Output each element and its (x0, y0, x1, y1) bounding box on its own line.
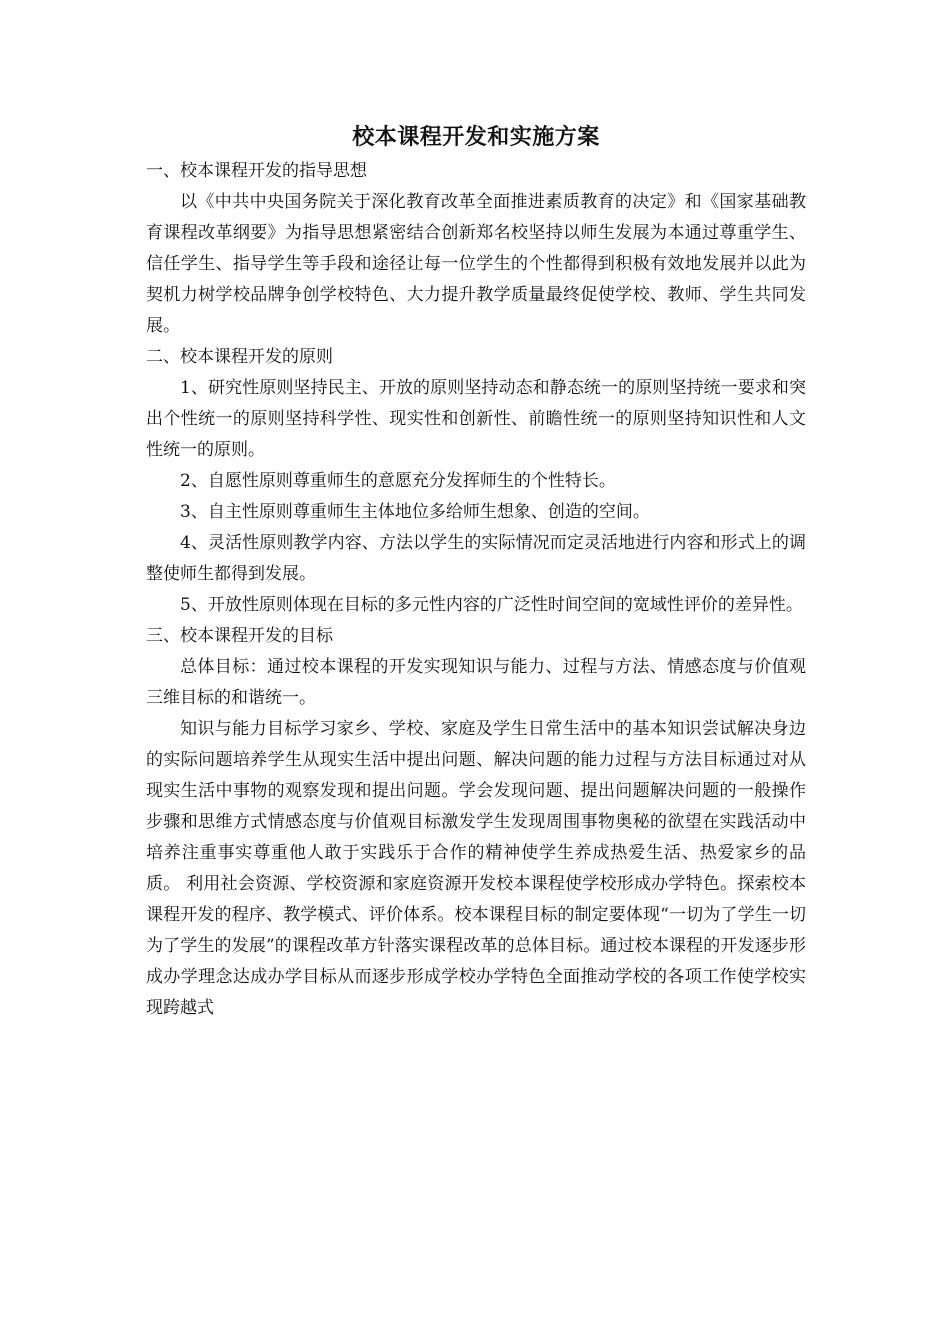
paragraph-detailed-objectives: 知识与能力目标学习家乡、学校、家庭及学生日常生活中的基本知识尝试解决身边的实际问题培养学生从现实生活中提出问题、解决问题的能力过程与方法目标通过对从现实生活中事物的观察发现和提出问题。学会发现问题、提出问题解决问题的一般操作步骤和思维方式情感态度与价值观目标激发学生发现周围事物奥秘的欲望在实践活动中培养注重事实尊重他人敢于实践乐于合作的精神使学生养成热爱生活、热爱家乡的品质。 利用社会资源、学校资源和家庭资源开发校本课程使学校形成办学特色。探索校本课程开发的程序、教学模式、评价体系。校本课程目标的制定要体现“一切为了学生一切为了学生的发展”的课程改革方针落实课程改革的总体目标。通过校本课程的开发逐步形成办学理念达成办学目标从而逐步形成学校办学特色全面推动学校的各项工作使学校实现跨越式 (146, 719, 806, 1018)
section-heading-principles: 二、校本课程开发的原则 (146, 347, 333, 367)
section-heading-objectives: 三、校本课程开发的目标 (146, 626, 333, 646)
paragraph-principle-flexibility: 4、灵活性原则教学内容、方法以学生的实际情况而定灵活地进行内容和形式上的调整使师生都得到发展。 (146, 533, 806, 584)
paragraph-guiding-ideology: 以《中共中央国务院关于深化教育改革全面推进素质教育的决定》和《国家基础教育课程改革纲要》为指导思想紧密结合创新郑名校坚持以师生发展为本通过尊重学生、信任学生、指导学生等手段和途径让每一位学生的个性都得到积极有效地发展并以此为契机力树学校品牌争创学校特色、大力提升教学质量最终促使学校、教师、学生共同发展。 (146, 192, 806, 336)
paragraph-overall-objective: 总体目标：通过校本课程的开发实现知识与能力、过程与方法、情感态度与价值观三维目标的和谐统一。 (146, 657, 806, 708)
document-body (146, 118, 806, 1024)
document-title: 校本课程开发和实施方案 (352, 124, 600, 150)
paragraph-principle-autonomy: 3、自主性原则尊重师生主体地位多给师生想象、创造的空间。 (180, 502, 650, 522)
paragraph-principle-research: 1、研究性原则坚持民主、开放的原则坚持动态和静态统一的原则坚持统一要求和突出个性统一的原则坚持科学性、现实性和创新性、前瞻性统一的原则坚持知识性和人文性统一的原则。 (146, 378, 806, 460)
section-heading-guiding-ideology: 一、校本课程开发的指导思想 (146, 161, 367, 181)
paragraph-principle-voluntary: 2、自愿性原则尊重师生的意愿充分发挥师生的个性特长。 (180, 471, 616, 491)
paragraph-principle-openness: 5、开放性原则体现在目标的多元性内容的广泛性时间空间的宽域性评价的差异性。 (180, 595, 803, 615)
